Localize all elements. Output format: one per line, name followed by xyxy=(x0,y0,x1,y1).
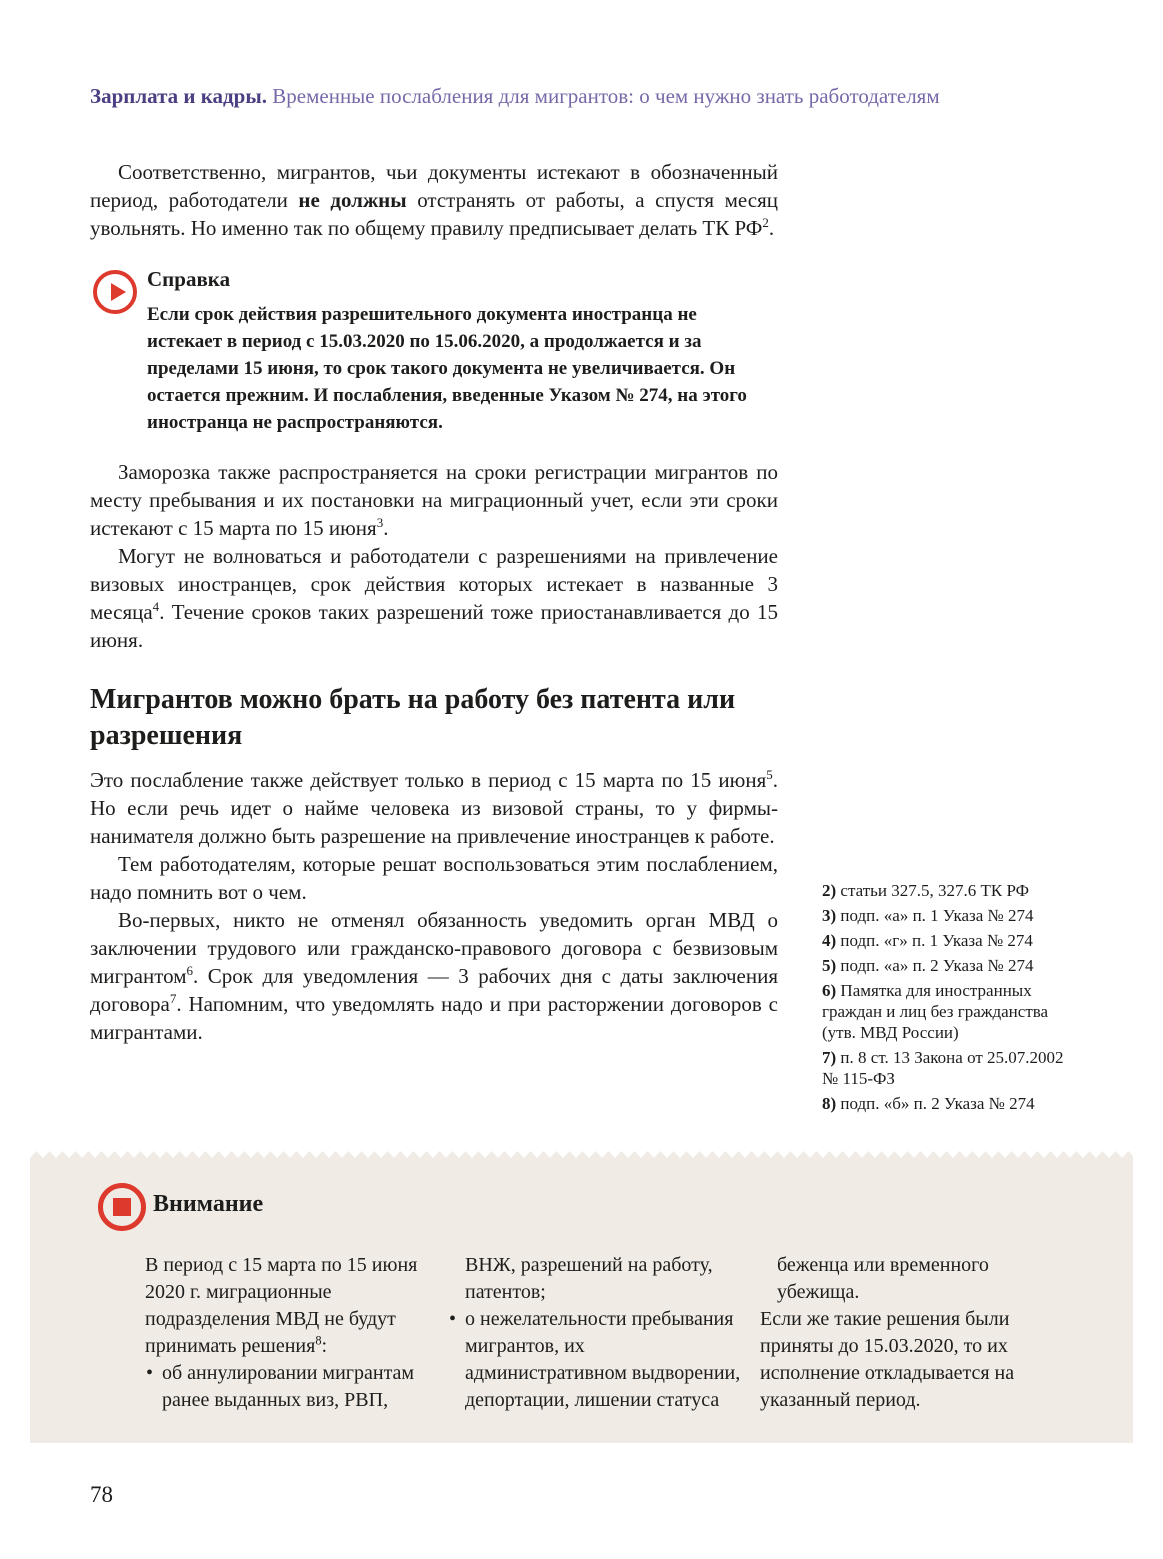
page-header xyxy=(90,84,940,109)
reference-text: Если срок действия разрешительного документа иностранца не истекает в период с 15.03.2020 по 15.06.2020, а продолжается и за пределами 15 июня, то срок такого документа не увеличивается. Он остается прежним. И послабления, введенные Указом № 274, на этого иностранца не распространяются. xyxy=(147,304,747,433)
attention-column-1 xyxy=(145,1252,447,1414)
attention-col2-continuation: ВНЖ, разрешений на работу, патентов; xyxy=(465,1254,713,1303)
attention-box-zigzag xyxy=(30,1151,1133,1158)
play-icon xyxy=(93,270,137,314)
attention-col3-text: Если же такие решения были приняты до 15.03.2020, то их исполнение откладывается на указанный период. xyxy=(760,1308,1015,1411)
paragraph-6: Во-первых, никто не отменял обязанность уведомить орган МВД о заключении трудового или гражданско-правового договора с безвизовым мигрантом$^6$. Срок для уведомления — 3 рабочих дня с даты заключения договора$^7$. Напомним, что уведомлять надо и при расторжении договоров с мигрантами. xyxy=(90,908,778,1044)
footnote-item: 5) подп. «а» п. 2 Указа № 274 xyxy=(822,956,1034,975)
footnote-item: 2) статьи 327.5, 327.6 ТК РФ xyxy=(822,881,1030,900)
sidebar-footnotes xyxy=(822,880,1064,1118)
attention-col1-bullet: • об аннулировании мигрантам ранее выданных виз, РВП, xyxy=(145,1360,447,1414)
paragraph-2: Заморозка также распространяется на сроки регистрации мигрантов по месту пребывания и их постановки на миграционный учет, если эти сроки истекают с 15 марта по 15 июня$^3$. xyxy=(90,460,778,540)
footnote-item: 3) подп. «а» п. 1 Указа № 274 xyxy=(822,906,1034,925)
header-section-label: Зарплата и кадры. xyxy=(90,84,268,108)
header-article-title: Временные послабления для мигрантов: о чем нужно знать работодателям xyxy=(267,84,940,108)
paragraph-1: Соответственно, мигрантов, чьи документы истекают в обозначенный период, работодатели не должны отстранять от работы, а спустя месяц увольнять. Но именно так по общему правилу предписывает делать ТК $РФ^2$. xyxy=(90,160,778,240)
attention-col3-continuation: беженца или временного убежища. xyxy=(777,1254,989,1303)
reference-title: Справка xyxy=(147,267,231,291)
attention-column-3 xyxy=(760,1252,1062,1414)
attention-box xyxy=(30,1158,1133,1443)
attention-col2-bullet: • о нежелательности пребывания мигрантов, их административном выдворении, депортации, лишении статуса xyxy=(448,1306,750,1414)
section-heading: Мигрантов можно брать на работу без патента или разрешения xyxy=(90,684,736,751)
reference-block xyxy=(90,267,778,436)
article-body xyxy=(90,158,778,1046)
paragraph-3: Могут не волноваться и работодатели с разрешениями на привлечение визовых иностранцев, срок действия которых истекает в названные 3 месяца$^4$. Течение сроков таких разрешений тоже приостанавливается до 15 июня. xyxy=(90,544,778,652)
footnote-item: 7) п. 8 ст. 13 Закона от 25.07.2002 № 115-ФЗ xyxy=(822,1048,1064,1088)
attention-title: Внимание xyxy=(153,1191,264,1217)
stop-square-icon xyxy=(98,1183,146,1231)
attention-col1-intro: В период с 15 марта по 15 июня 2020 г. миграционные подразделения МВД не будут принимать решения$^8$: xyxy=(145,1254,418,1357)
footnote-item: 4) подп. «г» п. 1 Указа № 274 xyxy=(822,931,1033,950)
attention-column-2 xyxy=(448,1252,750,1414)
paragraph-4: Это послабление также действует только в период с 15 марта по 15 июня$^5$. Но если речь идет о найме человека из визовой страны, то у фирмы-нанимателя должно быть разрешение на привлечение иностранцев к работе. xyxy=(90,767,778,848)
footnote-item: 6) Памятка для иностранных граждан и лиц без гражданства (утв. МВД России) xyxy=(822,981,1049,1042)
paragraph-5: Тем работодателям, которые решат воспользоваться этим послаблением, надо помнить вот о чем. xyxy=(90,852,778,904)
page-number: 78 xyxy=(90,1482,113,1507)
footnote-item: 8) подп. «б» п. 2 Указа № 274 xyxy=(822,1094,1035,1113)
